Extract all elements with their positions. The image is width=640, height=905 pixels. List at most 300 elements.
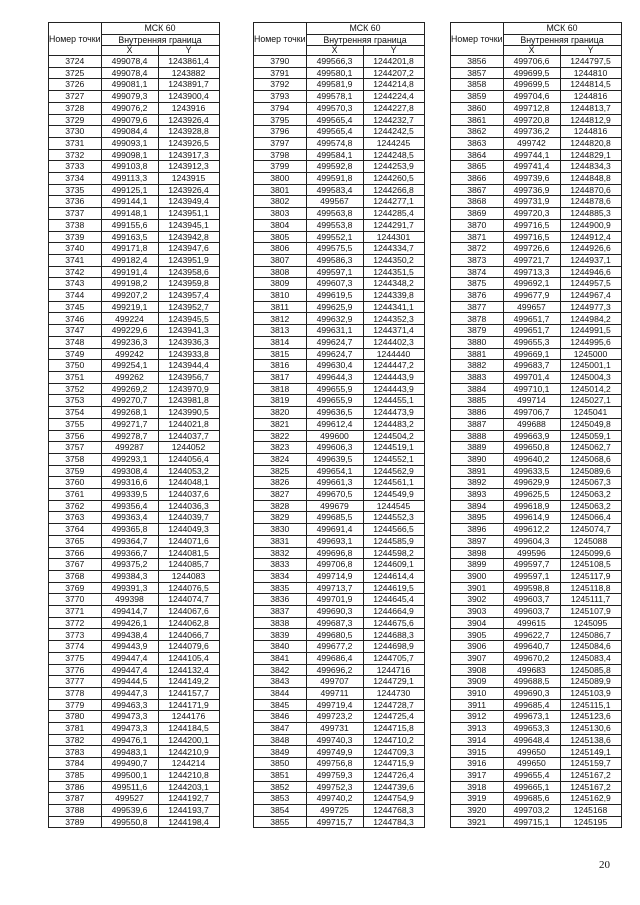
y-coordinate-cell: 1243926,4 xyxy=(158,114,219,126)
coordinates-table-1 xyxy=(48,22,220,828)
x-coordinate-cell: 499685,4 xyxy=(503,699,560,711)
point-number-cell: 3763 xyxy=(49,512,102,524)
y-coordinate-cell: 1245083,4 xyxy=(560,652,621,664)
point-number-cell: 3902 xyxy=(451,594,504,606)
point-number-cell: 3823 xyxy=(254,442,307,454)
y-coordinate-cell: 1244157,7 xyxy=(158,687,219,699)
point-number-cell: 3841 xyxy=(254,652,307,664)
x-coordinate-cell: 499716,5 xyxy=(503,219,560,231)
x-coordinate-cell: 499565,4 xyxy=(306,126,363,138)
table-row xyxy=(49,699,220,711)
y-coordinate-cell: 1244473,9 xyxy=(363,407,424,419)
point-number-cell: 3760 xyxy=(49,477,102,489)
table-row xyxy=(451,301,622,313)
point-number-cell: 3797 xyxy=(254,137,307,149)
point-number-cell: 3898 xyxy=(451,547,504,559)
y-coordinate-cell: 1244609,1 xyxy=(363,559,424,571)
point-number-cell: 3761 xyxy=(49,489,102,501)
y-coordinate-cell: 1245107,9 xyxy=(560,606,621,618)
x-coordinate-cell: 499699,5 xyxy=(503,67,560,79)
page-number: 20 xyxy=(599,859,610,871)
x-coordinate-cell: 499653,3 xyxy=(503,723,560,735)
table-row xyxy=(451,723,622,735)
point-number-cell: 3828 xyxy=(254,500,307,512)
table-row xyxy=(49,570,220,582)
y-coordinate-cell: 1244253,9 xyxy=(363,161,424,173)
point-number-cell: 3919 xyxy=(451,793,504,805)
point-number-cell: 3786 xyxy=(49,781,102,793)
y-coordinate-cell: 1243970,9 xyxy=(158,383,219,395)
point-number-cell: 3910 xyxy=(451,687,504,699)
y-coordinate-cell: 1244984,2 xyxy=(560,313,621,325)
y-coordinate-cell: 1244210,9 xyxy=(158,746,219,758)
table-row xyxy=(49,67,220,79)
table-row xyxy=(451,407,622,419)
x-coordinate-cell: 499607,3 xyxy=(306,278,363,290)
point-number-cell: 3883 xyxy=(451,371,504,383)
y-coordinate-cell: 1244716 xyxy=(363,664,424,676)
x-coordinate-cell: 499287 xyxy=(101,442,158,454)
table-row xyxy=(451,137,622,149)
x-coordinate-cell: 499375,2 xyxy=(101,559,158,571)
y-coordinate-cell: 1245118,8 xyxy=(560,582,621,594)
x-coordinate-cell: 499683,7 xyxy=(503,360,560,372)
x-coordinate-cell: 499687,3 xyxy=(306,617,363,629)
point-number-cell: 3897 xyxy=(451,535,504,547)
y-coordinate-cell: 1245085,8 xyxy=(560,664,621,676)
table-row xyxy=(254,500,425,512)
y-coordinate-cell: 1245074,7 xyxy=(560,524,621,536)
table-row xyxy=(451,547,622,559)
x-coordinate-cell: 499550,8 xyxy=(101,816,158,828)
x-coordinate-cell: 499619,5 xyxy=(306,290,363,302)
y-coordinate-cell: 1244995,6 xyxy=(560,336,621,348)
x-coordinate-cell: 499473,3 xyxy=(101,723,158,735)
table-row xyxy=(49,793,220,805)
table-row xyxy=(254,407,425,419)
point-number-cell: 3804 xyxy=(254,219,307,231)
point-number-cell: 3776 xyxy=(49,664,102,676)
y-coordinate-cell: 1245159,7 xyxy=(560,758,621,770)
table-row xyxy=(254,243,425,255)
y-coordinate-cell: 1244352,3 xyxy=(363,313,424,325)
x-coordinate-cell: 499269,2 xyxy=(101,383,158,395)
table-row xyxy=(254,219,425,231)
table-row xyxy=(254,524,425,536)
x-coordinate-cell: 499278,7 xyxy=(101,430,158,442)
point-number-cell: 3886 xyxy=(451,407,504,419)
point-number-cell: 3892 xyxy=(451,477,504,489)
table-row xyxy=(254,442,425,454)
table-row xyxy=(451,173,622,185)
y-coordinate-cell: 1244619,5 xyxy=(363,582,424,594)
point-number-cell: 3746 xyxy=(49,313,102,325)
y-coordinate-cell: 1244066,7 xyxy=(158,629,219,641)
x-coordinate-cell: 499677,9 xyxy=(503,290,560,302)
y-coordinate-cell: 1244885,3 xyxy=(560,208,621,220)
x-coordinate-cell: 499563,8 xyxy=(306,208,363,220)
x-coordinate-cell: 499584,1 xyxy=(306,149,363,161)
table-row xyxy=(49,196,220,208)
point-number-cell: 3865 xyxy=(451,161,504,173)
y-coordinate-cell: 1245138,6 xyxy=(560,734,621,746)
x-coordinate-cell: 499447,3 xyxy=(101,687,158,699)
y-coordinate-cell: 1244810 xyxy=(560,67,621,79)
x-coordinate-cell: 499098,1 xyxy=(101,149,158,161)
x-coordinate-cell: 499726,6 xyxy=(503,243,560,255)
point-number-cell: 3748 xyxy=(49,336,102,348)
table-row xyxy=(254,664,425,676)
x-coordinate-cell: 499113,3 xyxy=(101,173,158,185)
table-row xyxy=(451,430,622,442)
x-coordinate-cell: 499270,7 xyxy=(101,395,158,407)
y-coordinate-cell: 1244967,4 xyxy=(560,290,621,302)
y-coordinate-cell: 1245063,2 xyxy=(560,500,621,512)
y-coordinate-cell: 1244105,4 xyxy=(158,652,219,664)
table-row xyxy=(451,489,622,501)
table-row xyxy=(451,184,622,196)
table-row xyxy=(451,711,622,723)
point-number-cell: 3834 xyxy=(254,570,307,582)
table-row xyxy=(451,699,622,711)
x-coordinate-cell: 499670,2 xyxy=(503,652,560,664)
y-coordinate-cell: 1244552,1 xyxy=(363,453,424,465)
point-number-cell: 3839 xyxy=(254,629,307,641)
y-coordinate-cell: 1244552,3 xyxy=(363,512,424,524)
boundary-header: Внутренняя граница xyxy=(306,35,424,46)
point-number-cell: 3737 xyxy=(49,208,102,220)
point-number-cell: 3794 xyxy=(254,102,307,114)
table-row xyxy=(254,102,425,114)
coordinates-table-2 xyxy=(253,22,425,828)
table-row xyxy=(49,184,220,196)
y-coordinate-cell: 1244277,1 xyxy=(363,196,424,208)
table-row xyxy=(451,453,622,465)
x-coordinate-cell: 499759,3 xyxy=(306,769,363,781)
point-number-cell: 3768 xyxy=(49,570,102,582)
point-number-cell: 3907 xyxy=(451,652,504,664)
point-number-cell: 3893 xyxy=(451,489,504,501)
table-row xyxy=(451,465,622,477)
x-coordinate-cell: 499364,7 xyxy=(101,535,158,547)
x-coordinate-cell: 499630,4 xyxy=(306,360,363,372)
table-row xyxy=(451,664,622,676)
table-row xyxy=(451,254,622,266)
point-number-cell: 3855 xyxy=(254,816,307,828)
point-number-cell: 3877 xyxy=(451,301,504,313)
x-coordinate-cell: 499182,4 xyxy=(101,254,158,266)
y-coordinate-cell: 1244447,2 xyxy=(363,360,424,372)
point-number-cell: 3854 xyxy=(254,805,307,817)
y-coordinate-cell: 1244797,5 xyxy=(560,56,621,68)
table-row xyxy=(49,301,220,313)
x-coordinate-cell: 499567 xyxy=(306,196,363,208)
y-coordinate-cell: 1245084,6 xyxy=(560,641,621,653)
table-row xyxy=(49,500,220,512)
point-number-cell: 3779 xyxy=(49,699,102,711)
x-coordinate-cell: 499655,9 xyxy=(306,395,363,407)
y-coordinate-cell: 1245063,2 xyxy=(560,489,621,501)
y-coordinate-cell: 1245086,7 xyxy=(560,629,621,641)
point-number-cell: 3769 xyxy=(49,582,102,594)
y-coordinate-cell: 1244132,4 xyxy=(158,664,219,676)
y-coordinate-cell: 1244739,6 xyxy=(363,781,424,793)
x-coordinate-cell: 499633,5 xyxy=(503,465,560,477)
point-number-cell: 3891 xyxy=(451,465,504,477)
x-coordinate-cell: 499639,5 xyxy=(306,453,363,465)
point-number-cell: 3870 xyxy=(451,219,504,231)
point-number-cell: 3901 xyxy=(451,582,504,594)
y-coordinate-cell: 1244937,1 xyxy=(560,254,621,266)
point-number-cell: 3859 xyxy=(451,91,504,103)
table-row xyxy=(49,430,220,442)
x-coordinate-cell: 499636,5 xyxy=(306,407,363,419)
y-column-header: Y xyxy=(158,46,219,56)
table-row xyxy=(451,161,622,173)
table-row xyxy=(254,56,425,68)
table-row xyxy=(254,641,425,653)
table-row xyxy=(254,395,425,407)
table-row xyxy=(451,582,622,594)
y-coordinate-cell: 1244149,2 xyxy=(158,676,219,688)
point-number-cell: 3805 xyxy=(254,231,307,243)
x-coordinate-cell: 499704,6 xyxy=(503,91,560,103)
x-coordinate-cell: 499476,1 xyxy=(101,734,158,746)
x-coordinate-cell: 499490,7 xyxy=(101,758,158,770)
x-coordinate-cell: 499293,1 xyxy=(101,453,158,465)
x-column-header: X xyxy=(306,46,363,56)
x-coordinate-cell: 499443,9 xyxy=(101,641,158,653)
table-row xyxy=(254,184,425,196)
y-coordinate-cell: 1245108,5 xyxy=(560,559,621,571)
y-coordinate-cell: 1244214 xyxy=(158,758,219,770)
table-row xyxy=(254,208,425,220)
table-row xyxy=(451,524,622,536)
table-row xyxy=(451,91,622,103)
table-row xyxy=(254,793,425,805)
x-coordinate-cell: 499713,7 xyxy=(306,582,363,594)
coordinate-system-header: МСК 60 xyxy=(306,23,424,35)
point-number-cell: 3906 xyxy=(451,641,504,653)
table-row xyxy=(254,758,425,770)
table-row xyxy=(254,371,425,383)
x-coordinate-cell: 499752,3 xyxy=(306,781,363,793)
y-coordinate-cell: 1245195 xyxy=(560,816,621,828)
point-number-cell: 3842 xyxy=(254,664,307,676)
table-row xyxy=(49,290,220,302)
x-coordinate-cell: 499655,9 xyxy=(306,383,363,395)
point-number-cell: 3758 xyxy=(49,453,102,465)
x-coordinate-cell: 499715,7 xyxy=(306,816,363,828)
table-row xyxy=(451,570,622,582)
x-coordinate-cell: 499426,1 xyxy=(101,617,158,629)
point-number-cell: 3912 xyxy=(451,711,504,723)
point-number-cell: 3916 xyxy=(451,758,504,770)
y-coordinate-cell: 1243981,8 xyxy=(158,395,219,407)
table-row xyxy=(451,629,622,641)
point-number-cell: 3871 xyxy=(451,231,504,243)
table-row xyxy=(49,535,220,547)
x-coordinate-cell: 499079,6 xyxy=(101,114,158,126)
table-row xyxy=(451,79,622,91)
table-row xyxy=(254,512,425,524)
table-row xyxy=(254,582,425,594)
point-number-cell: 3843 xyxy=(254,676,307,688)
coordinates-table-3 xyxy=(450,22,622,828)
point-number-cell: 3785 xyxy=(49,769,102,781)
point-number-cell: 3815 xyxy=(254,348,307,360)
x-coordinate-cell: 499640,7 xyxy=(503,641,560,653)
x-coordinate-cell: 499657 xyxy=(503,301,560,313)
y-coordinate-cell: 1244816 xyxy=(560,126,621,138)
table-row xyxy=(49,465,220,477)
x-coordinate-cell: 499356,4 xyxy=(101,500,158,512)
point-number-cell: 3873 xyxy=(451,254,504,266)
point-number-cell: 3819 xyxy=(254,395,307,407)
point-number-cell: 3749 xyxy=(49,348,102,360)
y-coordinate-cell: 1244048,1 xyxy=(158,477,219,489)
table-row xyxy=(254,489,425,501)
y-coordinate-cell: 1245167,2 xyxy=(560,769,621,781)
point-number-cell: 3725 xyxy=(49,67,102,79)
x-coordinate-cell: 499632,9 xyxy=(306,313,363,325)
point-number-cell: 3783 xyxy=(49,746,102,758)
point-number-cell: 3914 xyxy=(451,734,504,746)
y-coordinate-cell: 1243941,3 xyxy=(158,325,219,337)
y-coordinate-cell: 1244598,2 xyxy=(363,547,424,559)
point-number-cell: 3739 xyxy=(49,231,102,243)
point-number-cell: 3860 xyxy=(451,102,504,114)
point-number-cell: 3767 xyxy=(49,559,102,571)
y-coordinate-cell: 1244171,9 xyxy=(158,699,219,711)
table-row xyxy=(451,395,622,407)
x-coordinate-cell: 499603,7 xyxy=(503,594,560,606)
table-row xyxy=(254,149,425,161)
table-row xyxy=(451,687,622,699)
point-number-cell: 3921 xyxy=(451,816,504,828)
point-number-cell: 3774 xyxy=(49,641,102,653)
table-row xyxy=(254,161,425,173)
x-coordinate-cell: 499720,8 xyxy=(503,114,560,126)
y-coordinate-cell: 1243936,3 xyxy=(158,336,219,348)
point-number-cell: 3890 xyxy=(451,453,504,465)
y-coordinate-cell: 1245115,1 xyxy=(560,699,621,711)
y-coordinate-cell: 1243956,7 xyxy=(158,371,219,383)
point-number-cell: 3875 xyxy=(451,278,504,290)
x-coordinate-cell: 499500,1 xyxy=(101,769,158,781)
x-coordinate-cell: 499600 xyxy=(306,430,363,442)
x-coordinate-cell: 499103,8 xyxy=(101,161,158,173)
x-coordinate-cell: 499696,8 xyxy=(306,547,363,559)
y-coordinate-cell: 1244037,6 xyxy=(158,489,219,501)
y-coordinate-cell: 1244440 xyxy=(363,348,424,360)
x-coordinate-cell: 499224 xyxy=(101,313,158,325)
point-number-cell: 3858 xyxy=(451,79,504,91)
y-coordinate-cell: 1244351,5 xyxy=(363,266,424,278)
table-row xyxy=(49,126,220,138)
x-coordinate-cell: 499578,1 xyxy=(306,91,363,103)
x-coordinate-cell: 499756,8 xyxy=(306,758,363,770)
table-row xyxy=(49,243,220,255)
table-row xyxy=(49,723,220,735)
table-row xyxy=(49,336,220,348)
point-number-cell: 3861 xyxy=(451,114,504,126)
point-number-cell: 3868 xyxy=(451,196,504,208)
x-coordinate-cell: 499242 xyxy=(101,348,158,360)
point-number-cell: 3747 xyxy=(49,325,102,337)
point-number-cell: 3851 xyxy=(254,769,307,781)
table-row xyxy=(49,219,220,231)
y-coordinate-cell: 1245059,1 xyxy=(560,430,621,442)
x-coordinate-cell: 499624,7 xyxy=(306,348,363,360)
y-coordinate-cell: 1244079,6 xyxy=(158,641,219,653)
y-coordinate-cell: 1244341,1 xyxy=(363,301,424,313)
point-number-cell: 3835 xyxy=(254,582,307,594)
point-number-cell: 3803 xyxy=(254,208,307,220)
y-coordinate-cell: 1244483,2 xyxy=(363,418,424,430)
x-coordinate-cell: 499596 xyxy=(503,547,560,559)
point-number-cell: 3876 xyxy=(451,290,504,302)
table-row xyxy=(49,512,220,524)
table-row xyxy=(451,114,622,126)
table-row xyxy=(254,465,425,477)
y-coordinate-cell: 1244848,8 xyxy=(560,173,621,185)
y-coordinate-cell: 1244562,9 xyxy=(363,465,424,477)
x-coordinate-cell: 499655,3 xyxy=(503,336,560,348)
table-row xyxy=(49,208,220,220)
point-number-cell: 3790 xyxy=(254,56,307,68)
point-number-cell: 3904 xyxy=(451,617,504,629)
point-number-cell: 3770 xyxy=(49,594,102,606)
point-number-cell: 3829 xyxy=(254,512,307,524)
y-coordinate-cell: 1243945,1 xyxy=(158,219,219,231)
x-coordinate-cell: 499701,9 xyxy=(306,594,363,606)
x-coordinate-cell: 499707 xyxy=(306,676,363,688)
point-number-cell: 3849 xyxy=(254,746,307,758)
y-coordinate-cell: 1245049,8 xyxy=(560,418,621,430)
x-coordinate-cell: 499629,9 xyxy=(503,477,560,489)
y-coordinate-cell: 1243951,9 xyxy=(158,254,219,266)
point-number-cell: 3822 xyxy=(254,430,307,442)
x-coordinate-cell: 499527 xyxy=(101,793,158,805)
table-row xyxy=(451,348,622,360)
y-coordinate-cell: 1244081,5 xyxy=(158,547,219,559)
table-row xyxy=(451,676,622,688)
y-coordinate-cell: 1244730 xyxy=(363,687,424,699)
point-number-cell: 3918 xyxy=(451,781,504,793)
table-row xyxy=(254,606,425,618)
table-row xyxy=(254,676,425,688)
table-row xyxy=(49,254,220,266)
x-coordinate-cell: 499739,6 xyxy=(503,173,560,185)
x-coordinate-cell: 499677,2 xyxy=(306,641,363,653)
table-row xyxy=(254,290,425,302)
point-number-cell: 3879 xyxy=(451,325,504,337)
point-number-cell: 3772 xyxy=(49,617,102,629)
y-coordinate-cell: 1244443,9 xyxy=(363,383,424,395)
x-coordinate-cell: 499693,1 xyxy=(306,535,363,547)
y-coordinate-cell: 1244900,9 xyxy=(560,219,621,231)
table-row xyxy=(49,313,220,325)
x-column-header: X xyxy=(503,46,560,56)
x-coordinate-cell: 499618,9 xyxy=(503,500,560,512)
x-coordinate-cell: 499198,2 xyxy=(101,278,158,290)
x-coordinate-cell: 499741,4 xyxy=(503,161,560,173)
x-coordinate-cell: 499706,6 xyxy=(503,56,560,68)
table-row xyxy=(254,734,425,746)
table-row xyxy=(49,652,220,664)
x-coordinate-cell: 499606,3 xyxy=(306,442,363,454)
